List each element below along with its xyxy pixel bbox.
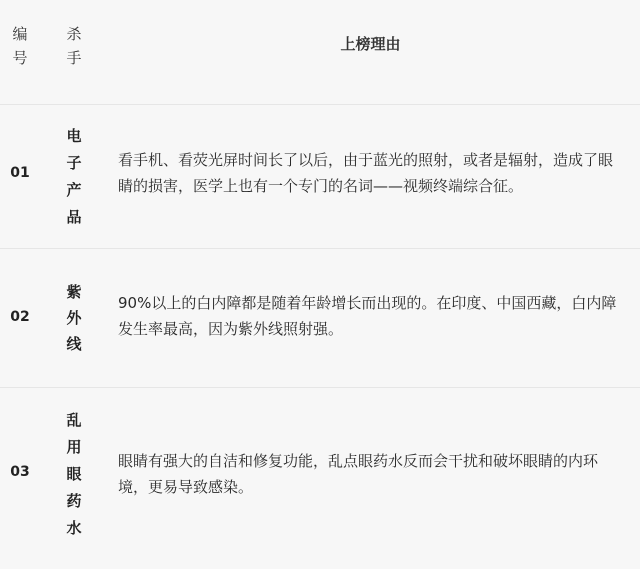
row-reason: 看手机、看荧光屏时间长了以后，由于蓝光的照射，或者是辐射，造成了眼睛的损害，医学上也有一个专门的名词——视频终端综合征。	[118, 151, 614, 195]
table-row	[0, 388, 640, 569]
header-killer	[56, 22, 92, 70]
char: 电	[66, 127, 82, 145]
char: 用	[66, 438, 82, 456]
char: 乱	[66, 411, 82, 429]
char: 水	[66, 519, 82, 537]
char: 药	[66, 492, 82, 510]
row-killer	[56, 279, 92, 357]
header-reason: 上榜理由	[340, 35, 401, 53]
char: 子	[66, 154, 82, 172]
char: 编	[12, 25, 28, 43]
char: 品	[66, 208, 82, 226]
row-number: 03	[10, 464, 30, 480]
char: 眼	[66, 465, 82, 483]
char: 号	[12, 49, 28, 67]
char: 手	[66, 49, 82, 67]
table-header	[0, 0, 640, 104]
char: 紫	[66, 283, 82, 301]
char: 外	[66, 309, 82, 327]
header-number	[0, 22, 40, 70]
row-number: 02	[10, 309, 30, 325]
char: 产	[66, 181, 82, 199]
row-number: 01	[10, 165, 30, 181]
row-killer	[56, 407, 92, 542]
table-row	[0, 249, 640, 387]
char: 线	[66, 335, 82, 353]
row-reason: 90%以上的白内障都是随着年龄增长而出现的。在印度、中国西藏，白内障发生率最高，因为紫外线照射强。	[118, 294, 617, 338]
row-reason: 眼睛有强大的自洁和修复功能，乱点眼药水反而会干扰和破坏眼睛的内环境，更易导致感染。	[118, 452, 599, 496]
char: 杀	[66, 25, 82, 43]
row-killer	[56, 123, 92, 231]
table-row	[0, 105, 640, 248]
